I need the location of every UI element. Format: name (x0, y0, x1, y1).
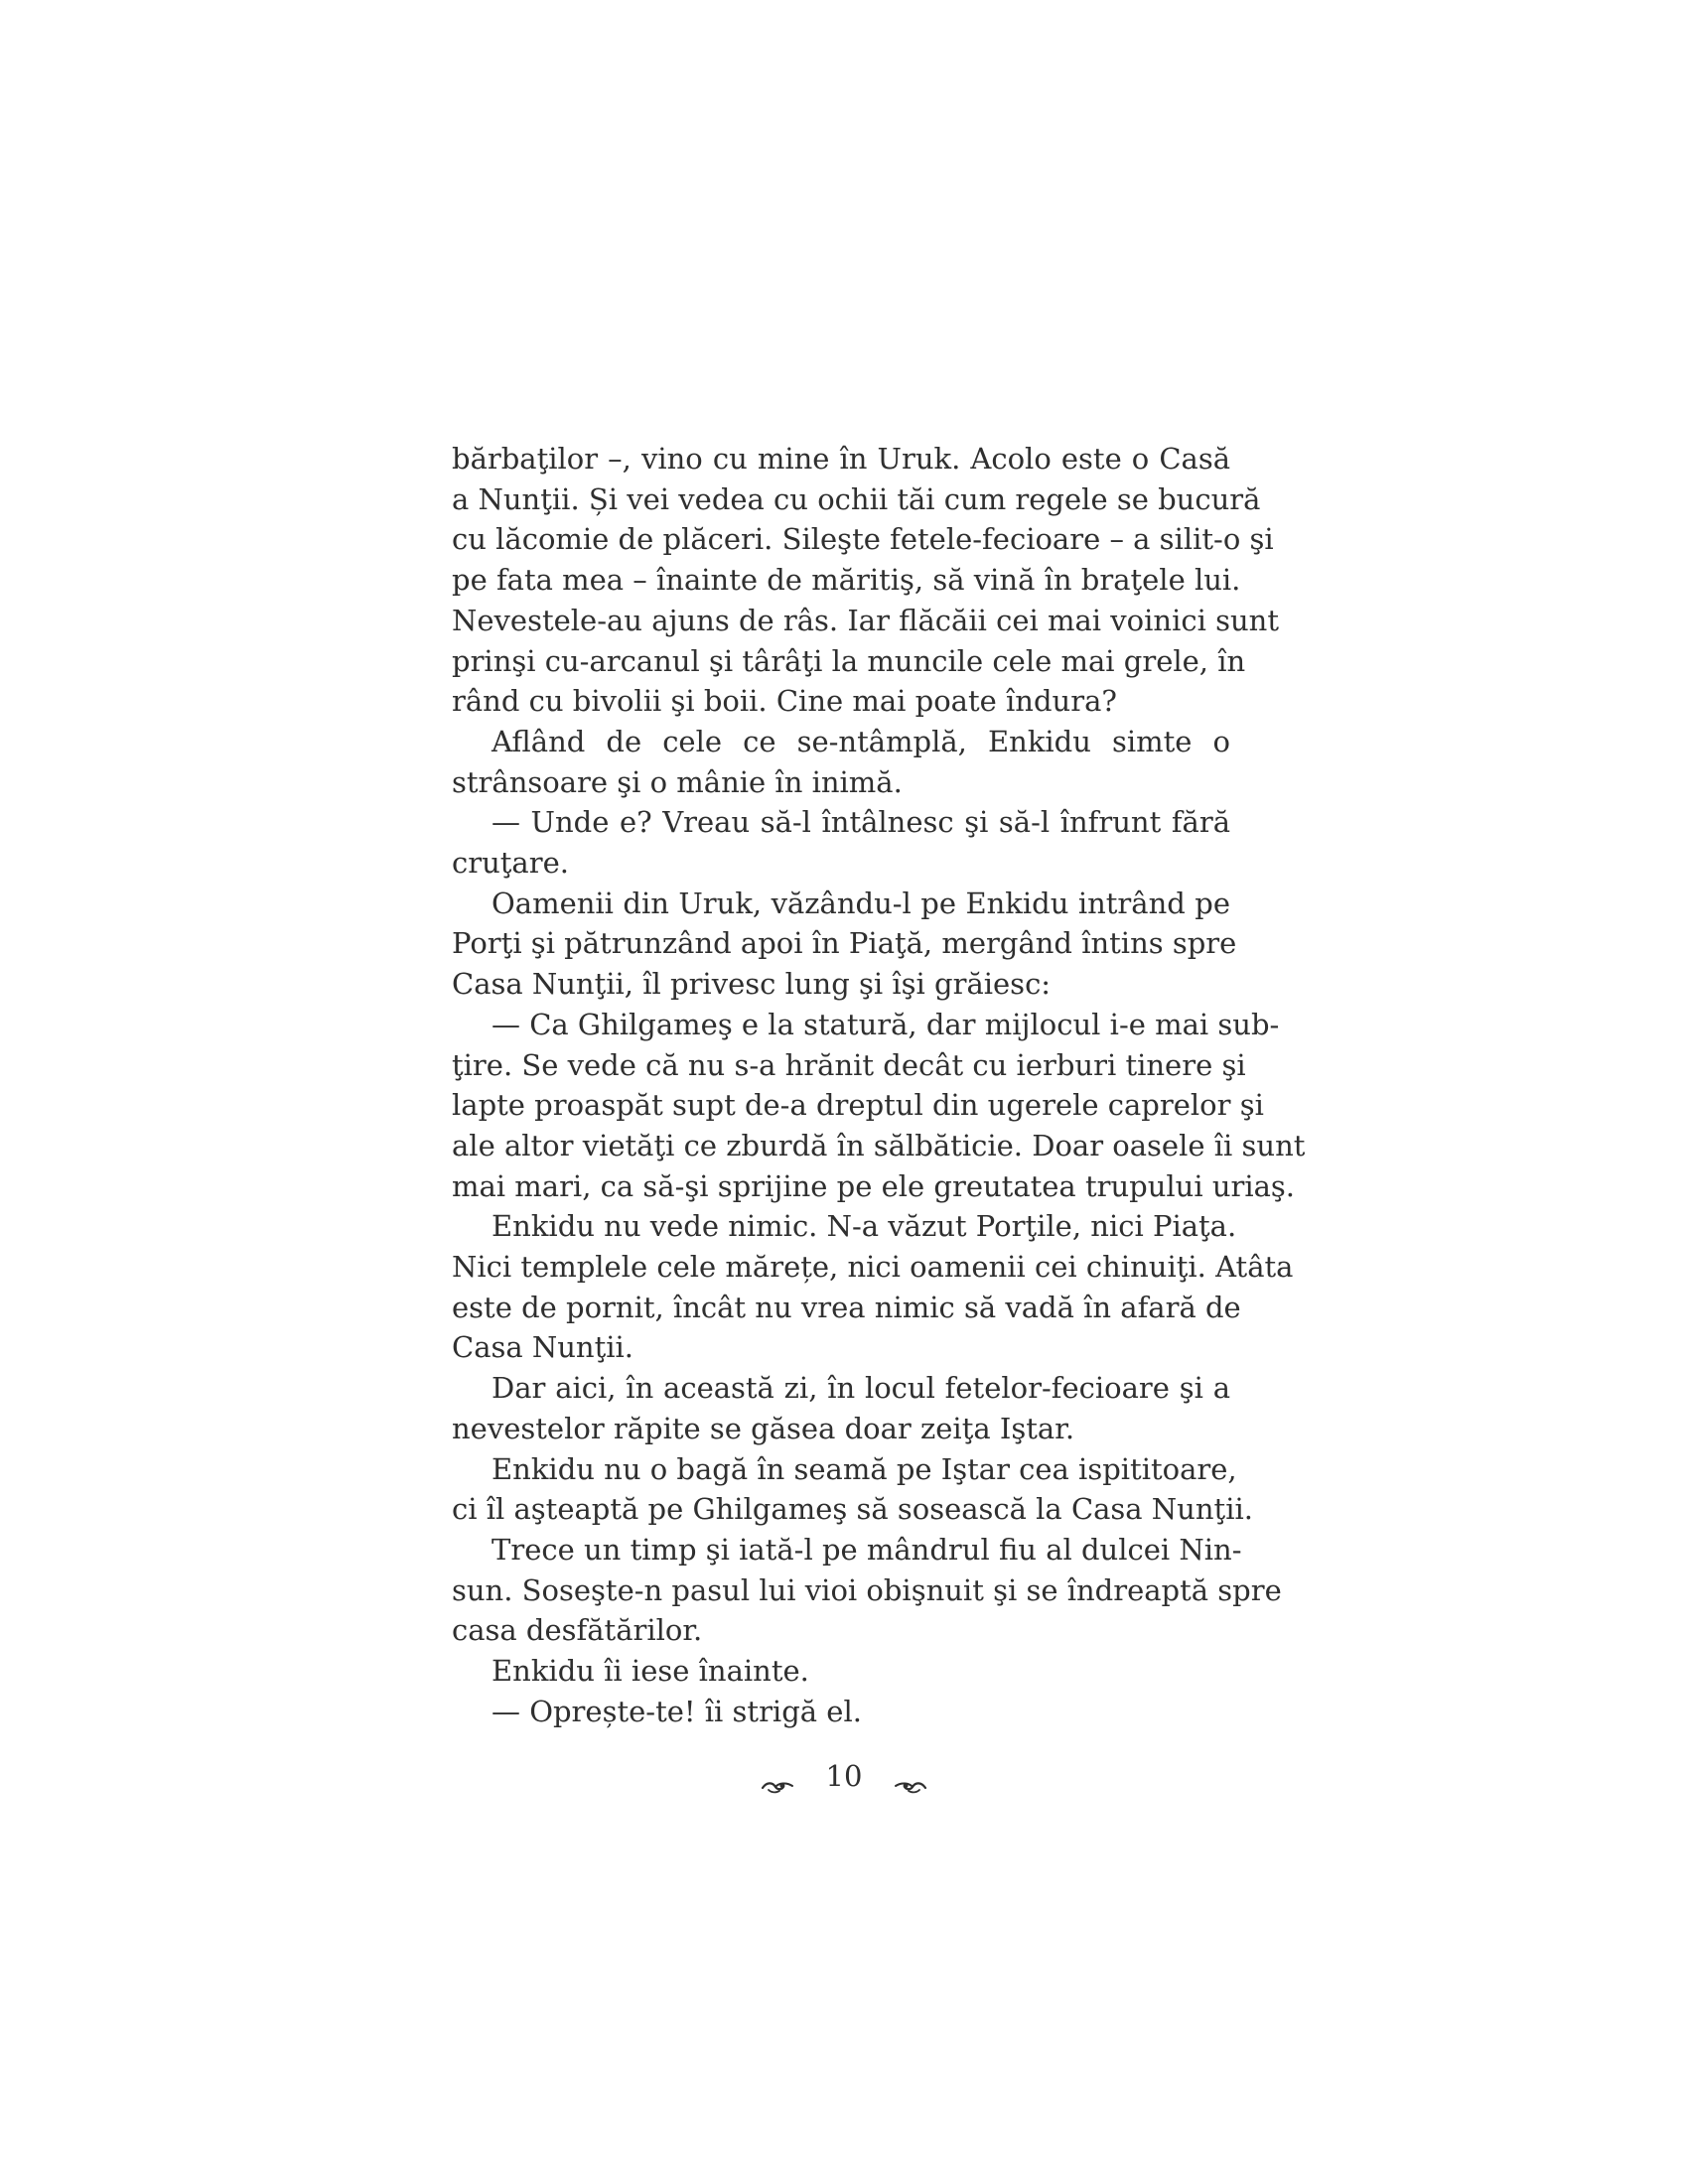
fleuron-left-icon (761, 1768, 794, 1784)
text-line: pe fata mea – înainte de măritiş, să vină în braţele lui. (452, 563, 1241, 598)
text-line: — Ca Ghilgameş e la statură, dar mijlocul i-e mai sub- (492, 1007, 1280, 1041)
text-line: nevestelor răpite se găsea doar zeiţa Iştar. (452, 1411, 1075, 1445)
paragraph (452, 1530, 1282, 1651)
text-line: Enkidu nu vede nimic. N-a văzut Porţile, nici Piaţa. (492, 1209, 1237, 1244)
text-line: cu lăcomie de plăceri. Sileşte fetele-fecioare – a silit-o şi (452, 522, 1274, 557)
text-line: rând cu bivolii şi boii. Cine mai poate îndura? (452, 684, 1117, 719)
text-line: bărbaţilor –, vino cu mine în Uruk. Acolo este o Casă (452, 442, 1230, 476)
text-line: ci îl aşteaptă pe Ghilgameş să sosească la Casa Nunţii. (452, 1492, 1253, 1527)
paragraph (452, 884, 1237, 1005)
text-line: Dar aici, în această zi, în locul fetelor-fecioare şi a (492, 1371, 1230, 1406)
text-line: lapte proaspăt supt de-a dreptul din ugerele caprelor şi (452, 1088, 1264, 1123)
text-line: ţire. Se vede că nu s-a hrănit decât cu ierburi tinere şi (452, 1047, 1246, 1082)
text-line: cruţare. (452, 846, 569, 881)
text-line: Porţi şi pătrunzând apoi în Piaţă, mergând întins spre (452, 926, 1237, 961)
paragraph (452, 1206, 1294, 1368)
paragraph (452, 439, 1279, 722)
text-line: este de pornit, încât nu vrea nimic să vadă în afară de (452, 1290, 1241, 1324)
text-line: Casa Nunţii. (452, 1330, 634, 1365)
paragraph (452, 1368, 1230, 1448)
text-line: Enkidu nu o bagă în seamă pe Iştar cea ispititoare, (492, 1451, 1237, 1486)
fleuron-right-icon (894, 1768, 927, 1784)
text-line: Enkidu îi iese înainte. (492, 1654, 809, 1689)
paragraph (452, 1651, 1230, 1692)
body-text (452, 439, 1306, 1732)
text-line: prinşi cu-arcanul şi târâţi la muncile cele mai grele, în (452, 643, 1246, 678)
page-number: 10 (825, 1759, 863, 1793)
text-line: a Nunţii. Și vei vedea cu ochii tăi cum regele se bucură (452, 481, 1261, 516)
paragraph (452, 722, 1230, 802)
dialogue-paragraph (452, 1692, 1230, 1732)
text-line: ale altor vietăţi ce zburdă în sălbăticie. Doar oasele îi sunt (452, 1128, 1306, 1162)
text-line: mai mari, ca să-şi sprijine pe ele greutatea trupului uriaş. (452, 1168, 1296, 1203)
text-line: strânsoare şi o mânie în inimă. (452, 764, 903, 799)
text-line: Casa Nunţii, îl privesc lung şi îşi grăiesc: (452, 967, 1052, 1002)
text-line: Nici templele cele mărețe, nici oamenii cei chinuiţi. Atâta (452, 1250, 1294, 1285)
text-line: Aflând de cele ce se-ntâmplă, Enkidu simte o (492, 724, 1230, 758)
text-line: — Oprește-te! îi strigă el. (492, 1694, 862, 1728)
paragraph (452, 1449, 1253, 1530)
text-line: casa desfătărilor. (452, 1613, 703, 1648)
dialogue-paragraph (452, 802, 1230, 883)
text-line: Oamenii din Uruk, văzându-l pe Enkidu intrând pe (492, 886, 1230, 920)
dialogue-paragraph (452, 1005, 1306, 1207)
text-line: Nevestele-au ajuns de râs. Iar flăcăii cei mai voinici sunt (452, 603, 1279, 637)
text-line: — Unde e? Vreau să-l întâlnesc şi să-l înfrunt fără (492, 805, 1230, 840)
text-line: sun. Soseşte-n pasul lui vioi obişnuit şi se îndreaptă spre (452, 1572, 1282, 1607)
page-footer (0, 1757, 1688, 1793)
text-line: Trece un timp şi iată-l pe mândrul fiu al dulcei Nin- (492, 1532, 1242, 1567)
